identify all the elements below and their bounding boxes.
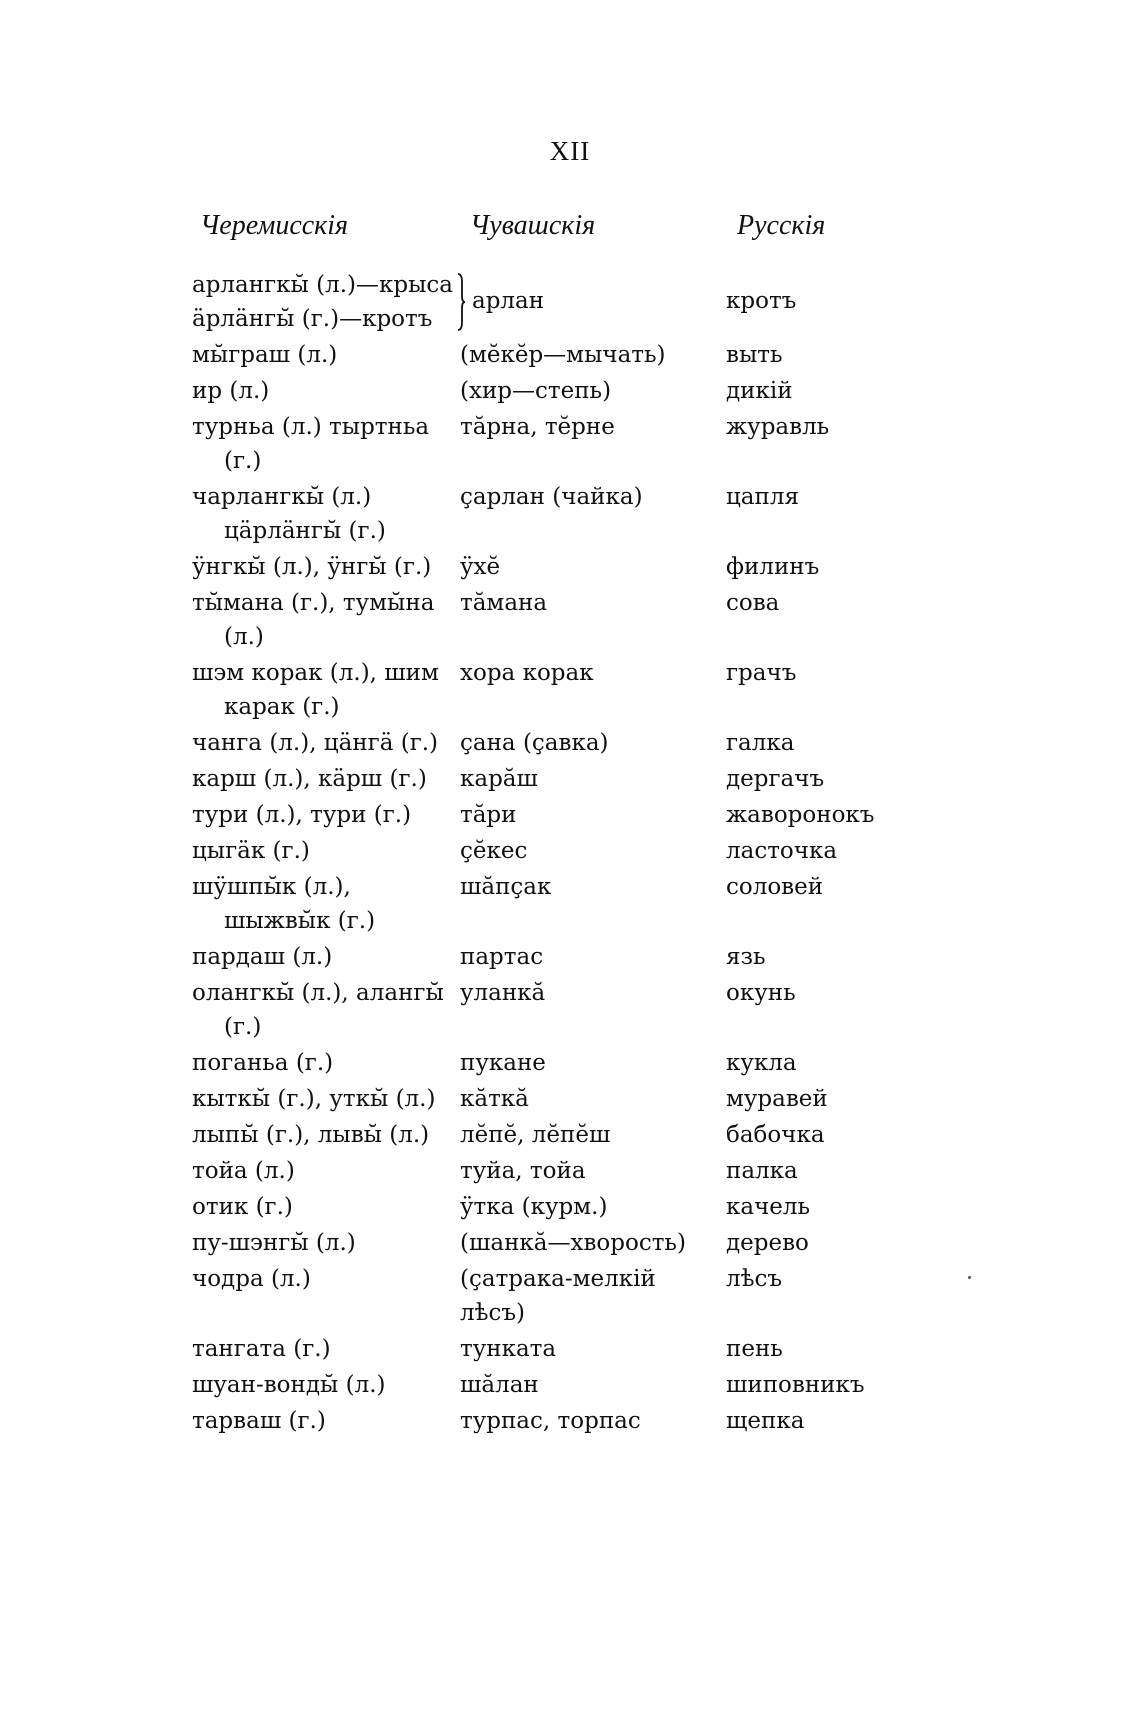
russian-cell: кукла [726,1050,797,1076]
table-row [192,976,912,1044]
russian-cell: муравей [726,1086,828,1112]
cheremis-cell: отик (г.) [192,1194,293,1220]
table-row [192,586,912,654]
russian-cell: бабочка [726,1122,825,1148]
chuvash-cell: тунката [460,1336,557,1362]
cheremis-cell: шэм корак (л.), шим карак (г.) [192,660,439,720]
table-row [192,1368,912,1402]
chuvash-cell: арлан [472,288,545,314]
russian-cell: ласточка [726,838,838,864]
table-row [192,726,912,760]
cheremis-cell: шуан-вонды̆ (л.) [192,1372,386,1398]
table-row [192,410,912,478]
table-row [192,1404,912,1438]
russian-cell: качель [726,1194,811,1220]
table-row [192,834,912,868]
cheremis-cell: чодра (л.) [192,1266,311,1292]
margin-mark [968,1276,971,1279]
chuvash-cell: партас [460,944,544,970]
chuvash-cell: (мĕкĕр—мычать) [460,342,666,368]
chuvash-cell: турпас, торпас [460,1408,641,1434]
table-row [192,762,912,796]
russian-cell: грачъ [726,660,797,686]
table-row [192,480,912,548]
russian-cell: журавль [726,414,830,440]
russian-cell: палка [726,1158,798,1184]
chuvash-cell: ӱхĕ [460,554,501,580]
russian-cell: дикій [726,378,793,404]
russian-cell: сова [726,590,780,616]
cheremis-cell: чарлангкы̆ (л.) цӓрлӓнгы̆ (г.) [192,484,386,544]
table-row [192,1118,912,1152]
table-row [192,1226,912,1260]
chuvash-cell: ҫана (ҫавка) [460,730,609,756]
table-row [192,940,912,974]
table-row [192,550,912,584]
cheremis-cell: пу-шэнгы̆ (л.) [192,1230,356,1256]
russian-cell: филинъ [726,554,820,580]
chuvash-cell: (хир—степь) [460,378,612,404]
chuvash-cell: тӑмана [460,590,548,616]
cheremis-cell: ӱнгкы̆ (л.), ӱнгы̆ (г.) [192,554,432,580]
cheremis-cell [192,268,454,336]
chuvash-cell: тӑри [460,802,517,828]
chuvash-cell: карӑш [460,766,538,792]
chuvash-cell: туйа, тойа [460,1158,586,1184]
table-row [192,1190,912,1224]
table-row [192,1046,912,1080]
word-table [192,268,912,1440]
russian-cell: лѣсъ [726,1266,782,1292]
russian-cell: дерево [726,1230,809,1256]
cheremis-cell: ир (л.) [192,378,270,404]
cheremis-cell: пардаш (л.) [192,944,333,970]
cheremis-cell: тойа (л.) [192,1158,295,1184]
cheremis-cell: кыткы̆ (г.), уткы̆ (л.) [192,1086,436,1112]
table-row [192,1082,912,1116]
cheremis-cell: шӱшпы̆к (л.), шыжвы̆к (г.) [192,874,376,934]
cheremis-cell: турньа (л.) тыртньа (г.) [192,414,430,474]
cheremis-cell: лыпы̆ (г.), лывы̆ (л.) [192,1122,430,1148]
cheremis-cell: цыгӓк (г.) [192,838,310,864]
table-row-first [192,268,912,336]
table-row [192,798,912,832]
russian-cell: язь [726,944,766,970]
russian-cell: щепка [726,1408,805,1434]
chuvash-cell: шӑлан [460,1372,539,1398]
chuvash-cell: шӑпҫак [460,874,552,900]
column-headers [0,210,1140,246]
russian-cell: кротъ [726,288,797,314]
table-row [192,1332,912,1366]
chuvash-cell: ӱтка (курм.) [460,1194,608,1220]
cheremis-cell: тури (л.), тури (г.) [192,802,412,828]
table-row [192,1154,912,1188]
chuvash-cell: ҫĕкес [460,838,528,864]
table-row [192,870,912,938]
chuvash-cell: хора корак [460,660,594,686]
table-row [192,374,912,408]
curly-brace-icon [456,272,466,332]
russian-cell: пень [726,1336,783,1362]
table-row [192,1262,912,1330]
chuvash-cell: ҫарлан (чайка) [460,484,643,510]
cheremis-line-2: ӓрлӓнгы̆ (г.)—кротъ [192,306,433,332]
cheremis-cell: тарваш (г.) [192,1408,326,1434]
russian-cell: выть [726,342,783,368]
cheremis-cell: поганьа (г.) [192,1050,334,1076]
cheremis-cell: олангкы̆ (л.), алангы̆ (г.) [192,980,444,1040]
page-number: XII [549,136,591,166]
cheremis-cell: мы̆граш (л.) [192,342,338,368]
cheremis-cell: чанга (л.), цӓнгӓ (г.) [192,730,439,756]
header-russian: Русскія [737,210,826,241]
cheremis-cell: карш (л.), кӓрш (г.) [192,766,427,792]
header-chuvash: Чувашскія [470,210,596,241]
cheremis-cell: тангата (г.) [192,1336,331,1362]
russian-cell: галка [726,730,795,756]
table-row [192,656,912,724]
header-cheremis: Черемисскія [200,210,349,241]
russian-cell: жаворонокъ [726,802,875,828]
chuvash-cell: кӑткӑ [460,1086,529,1112]
chuvash-cell: (ҫатрака-мелкій лѣсъ) [460,1266,656,1326]
chuvash-cell: уланкӑ [460,980,546,1006]
chuvash-cell: тӑрна, тĕрне [460,414,615,440]
chuvash-cell: лĕпĕ, лĕпĕш [460,1122,611,1148]
russian-cell: дергачъ [726,766,825,792]
table-row [192,338,912,372]
russian-cell: цапля [726,484,799,510]
russian-cell: соловей [726,874,824,900]
cheremis-line-1: арлангкы̆ (л.)—крыса [192,272,453,298]
cheremis-cell: ты̆мана (г.), тумы̆на (л.) [192,590,435,650]
chuvash-cell: пукане [460,1050,546,1076]
russian-cell: шиповникъ [726,1372,865,1398]
chuvash-cell: (шанкӑ—хворость) [460,1230,686,1256]
russian-cell: окунь [726,980,796,1006]
